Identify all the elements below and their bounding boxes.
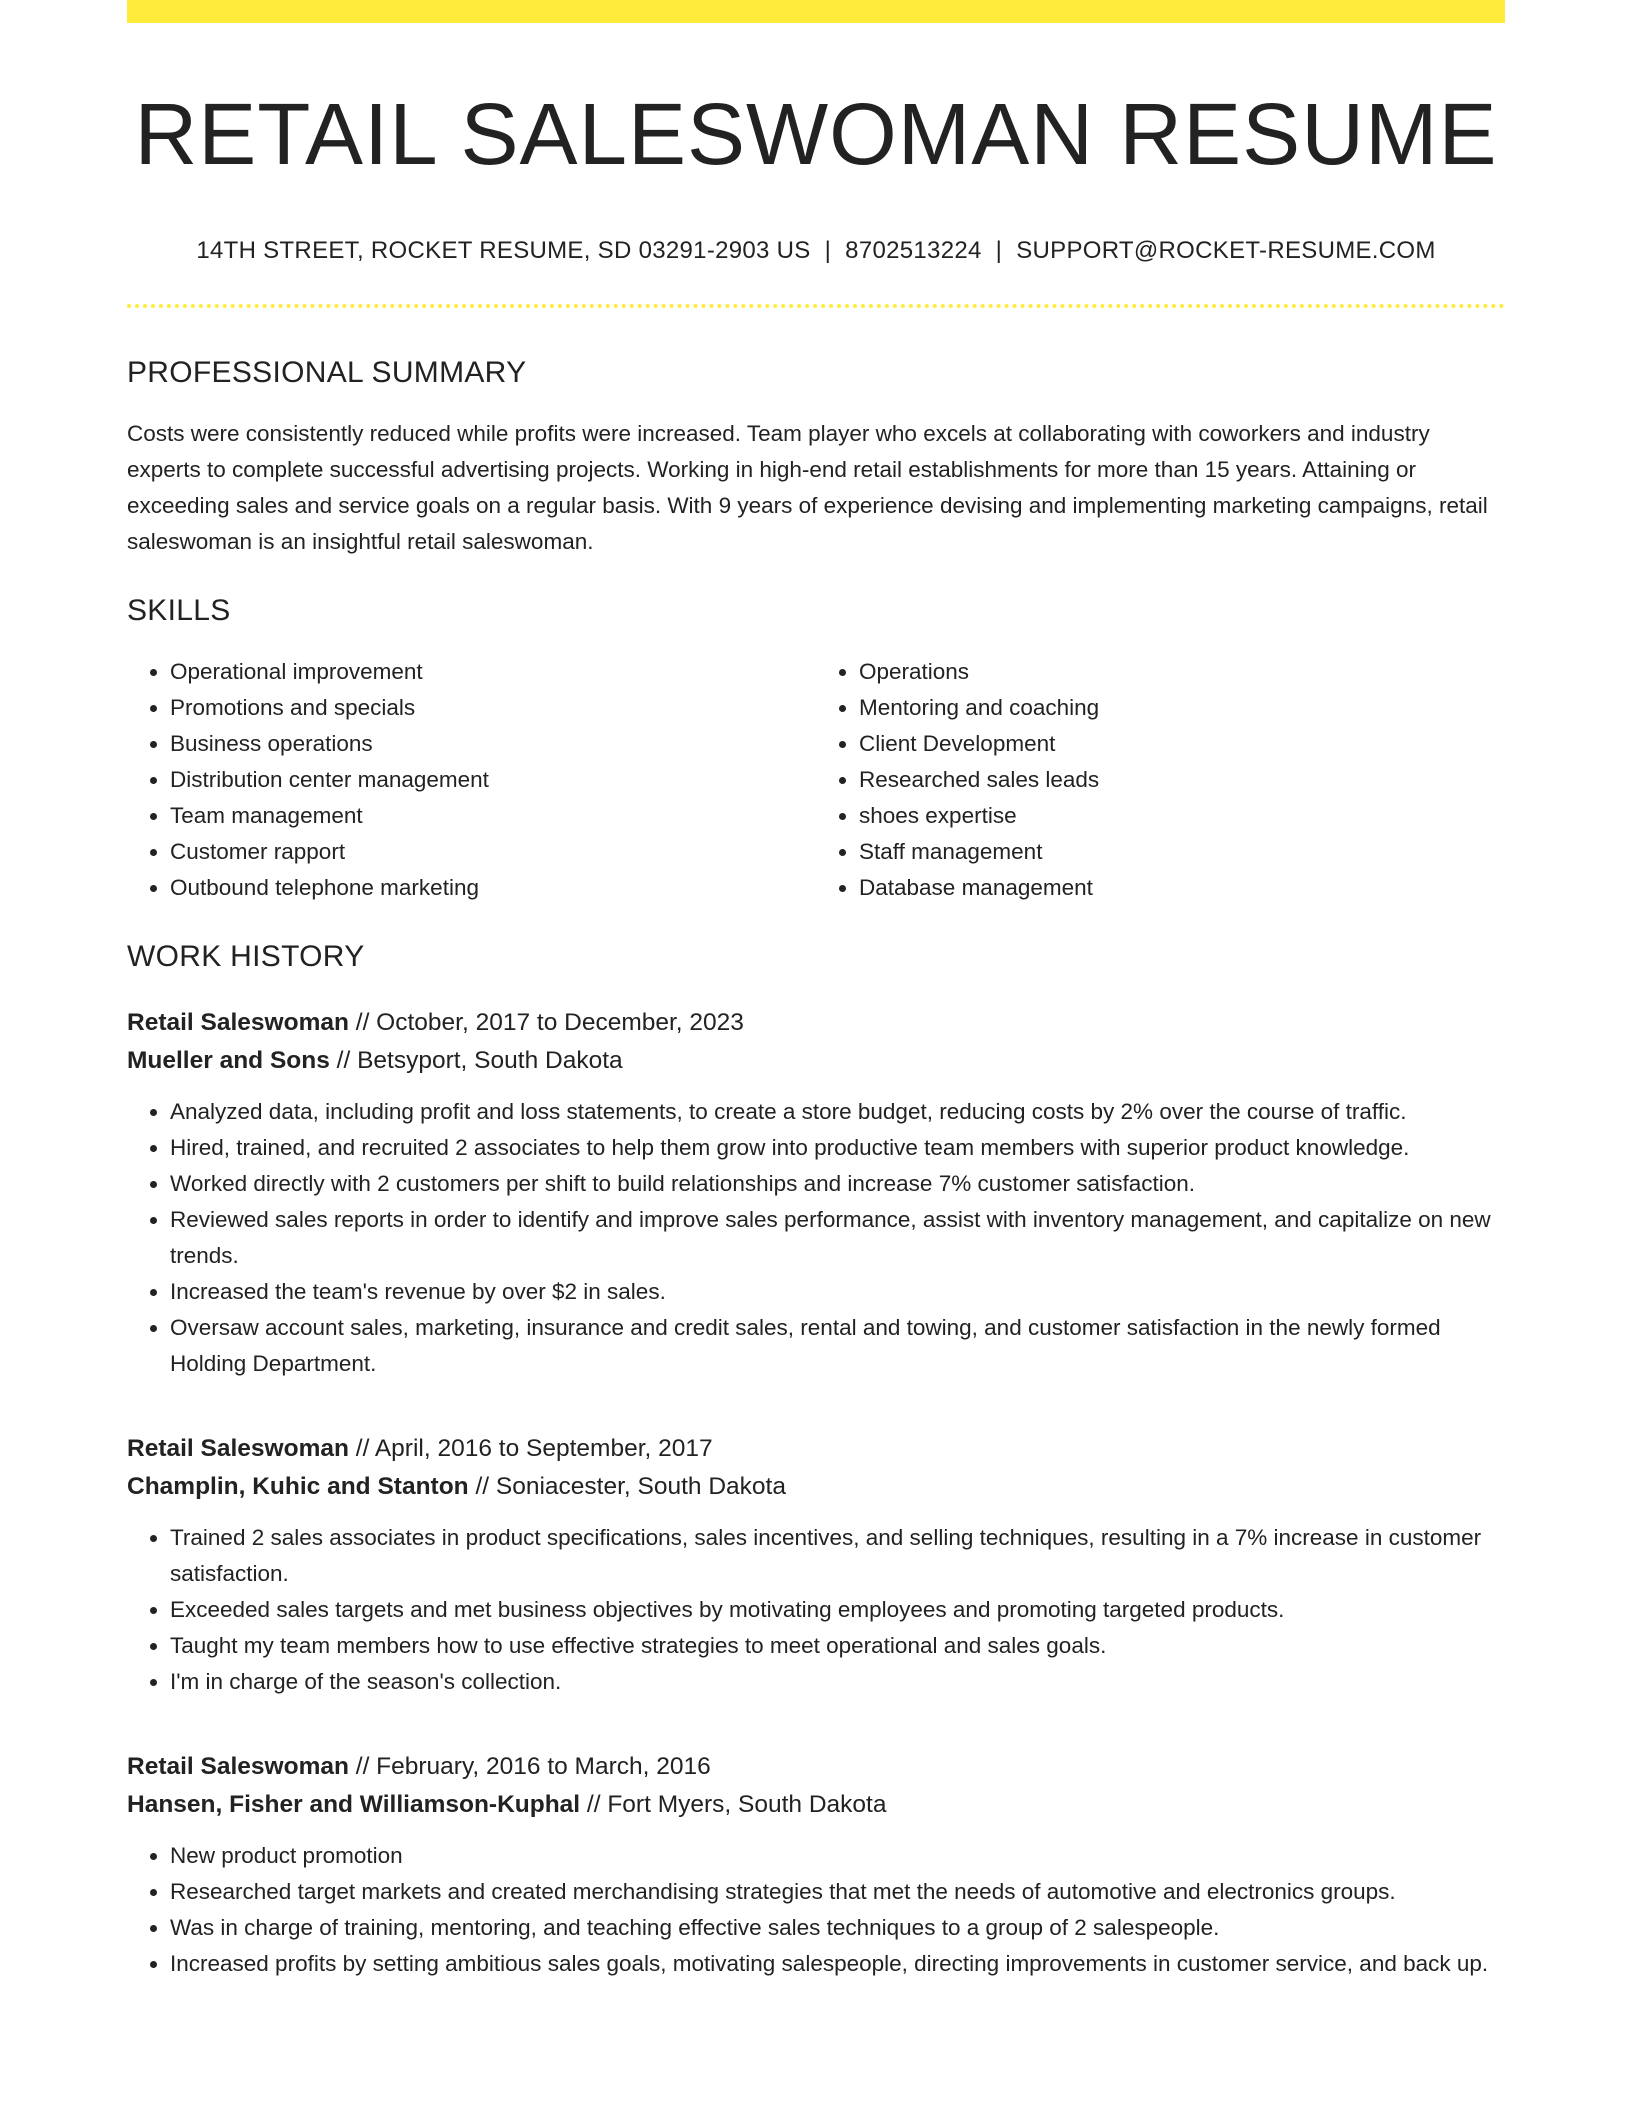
contact-separator: | — [824, 237, 832, 265]
job-role-line — [127, 1748, 1505, 1786]
job-bullet: • I'm in charge of the season's collection. — [170, 1664, 1505, 1700]
top-accent-bar — [127, 0, 1505, 23]
job-company: Hansen, Fisher and Williamson-Kuphal — [127, 1791, 581, 1819]
job-entry — [127, 1004, 1505, 1382]
job-company: Champlin, Kuhic and Stanton — [127, 1473, 469, 1501]
skills-grid — [127, 654, 1505, 906]
resume-page — [127, 0, 1505, 1982]
job-bullet: • Analyzed data, including profit and loss statements, to create a store budget, reducing costs by 2% over the course of traffic. — [170, 1094, 1505, 1130]
job-bullet: • Increased the team's revenue by over $2 in sales. — [170, 1274, 1505, 1310]
contact-address: 14TH STREET, ROCKET RESUME, SD 03291-2903 US — [196, 237, 811, 265]
job-dates: // February, 2016 to March, 2016 — [348, 1753, 711, 1781]
summary-text: Costs were consistently reduced while profits were increased. Team player who excels at collaborating with coworkers and industry experts to complete successful advertising projects. Working in high-end retail establishments for more than 15 years. Attaining or exceeding sales and service goals on a regular basis. With 9 years of experience devising and implementing marketing campaigns, retail saleswoman is an insightful retail saleswoman. — [127, 421, 1488, 555]
skill-item: • Operational improvement — [170, 654, 816, 690]
job-location: // Soniacester, South Dakota — [468, 1473, 786, 1501]
skill-item: • Client Development — [859, 726, 1505, 762]
job-bullet: • Oversaw account sales, marketing, insurance and credit sales, rental and towing, and customer satisfaction in the newly formed Holding Department. — [170, 1310, 1505, 1382]
job-company-line — [127, 1042, 1505, 1080]
skill-item: • Staff management — [859, 834, 1505, 870]
skill-item: • Team management — [170, 798, 816, 834]
skill-item: • Outbound telephone marketing — [170, 870, 816, 906]
professional-summary-section — [127, 356, 1505, 560]
job-bullet: • Was in charge of training, mentoring, and teaching effective sales techniques to a group of 2 salespeople. — [170, 1910, 1505, 1946]
resume-title: RETAIL SALESWOMAN RESUME — [134, 86, 1498, 183]
job-bullets — [127, 1094, 1505, 1382]
job-role: Retail Saleswoman — [127, 1009, 349, 1037]
job-location: // Betsyport, South Dakota — [329, 1047, 623, 1075]
job-bullet: • Reviewed sales reports in order to identify and improve sales performance, assist with inventory management, and capitalize on new trends. — [170, 1202, 1505, 1274]
section-title-work: WORK HISTORY — [127, 940, 365, 974]
job-bullet: • Taught my team members how to use effective strategies to meet operational and sales goals. — [170, 1628, 1505, 1664]
job-bullet: • Worked directly with 2 customers per shift to build relationships and increase 7% customer satisfaction. — [170, 1166, 1505, 1202]
skill-item: • Mentoring and coaching — [859, 690, 1505, 726]
job-bullet: • Increased profits by setting ambitious sales goals, motivating salespeople, directing improvements in customer service, and back up. — [170, 1946, 1505, 1982]
skill-item: • Operations — [859, 654, 1505, 690]
job-bullets — [127, 1838, 1505, 1982]
job-bullet: • Trained 2 sales associates in product specifications, sales incentives, and selling techniques, resulting in a 7% increase in customer satisfaction. — [170, 1520, 1505, 1592]
contact-line — [127, 235, 1505, 266]
contact-separator: | — [995, 237, 1003, 265]
job-bullets — [127, 1520, 1505, 1700]
skills-column-left — [127, 654, 816, 906]
skill-item: • Database management — [859, 870, 1505, 906]
section-title-summary: PROFESSIONAL SUMMARY — [127, 356, 527, 390]
job-entry — [127, 1748, 1505, 1982]
job-role-line — [127, 1004, 1505, 1042]
skill-item: • Business operations — [170, 726, 816, 762]
job-company: Mueller and Sons — [127, 1047, 330, 1075]
job-company-line — [127, 1786, 1505, 1824]
job-bullet: • Exceeded sales targets and met business objectives by motivating employees and promoting targeted products. — [170, 1592, 1505, 1628]
skills-section — [127, 594, 1505, 906]
job-bullet: • Hired, trained, and recruited 2 associates to help them grow into productive team members with superior product knowledge. — [170, 1130, 1505, 1166]
job-location: // Fort Myers, South Dakota — [580, 1791, 887, 1819]
work-history-section — [127, 940, 1505, 1982]
job-dates: // April, 2016 to September, 2017 — [348, 1435, 713, 1463]
job-bullet: • New product promotion — [170, 1838, 1505, 1874]
job-bullet: • Researched target markets and created merchandising strategies that met the needs of automotive and electronics groups. — [170, 1874, 1505, 1910]
job-role: Retail Saleswoman — [127, 1753, 349, 1781]
skill-item: • Distribution center management — [170, 762, 816, 798]
skills-column-right — [816, 654, 1505, 906]
job-role: Retail Saleswoman — [127, 1435, 349, 1463]
job-role-line — [127, 1430, 1505, 1468]
header-divider — [127, 304, 1505, 308]
job-entry — [127, 1430, 1505, 1700]
job-company-line — [127, 1468, 1505, 1506]
skill-item: • Customer rapport — [170, 834, 816, 870]
job-dates: // October, 2017 to December, 2023 — [348, 1009, 744, 1037]
skill-item: • shoes expertise — [859, 798, 1505, 834]
contact-email: SUPPORT@ROCKET-RESUME.COM — [1016, 237, 1436, 265]
contact-phone: 8702513224 — [845, 237, 982, 265]
skill-item: • Promotions and specials — [170, 690, 816, 726]
skill-item: • Researched sales leads — [859, 762, 1505, 798]
section-title-skills: SKILLS — [127, 594, 231, 628]
